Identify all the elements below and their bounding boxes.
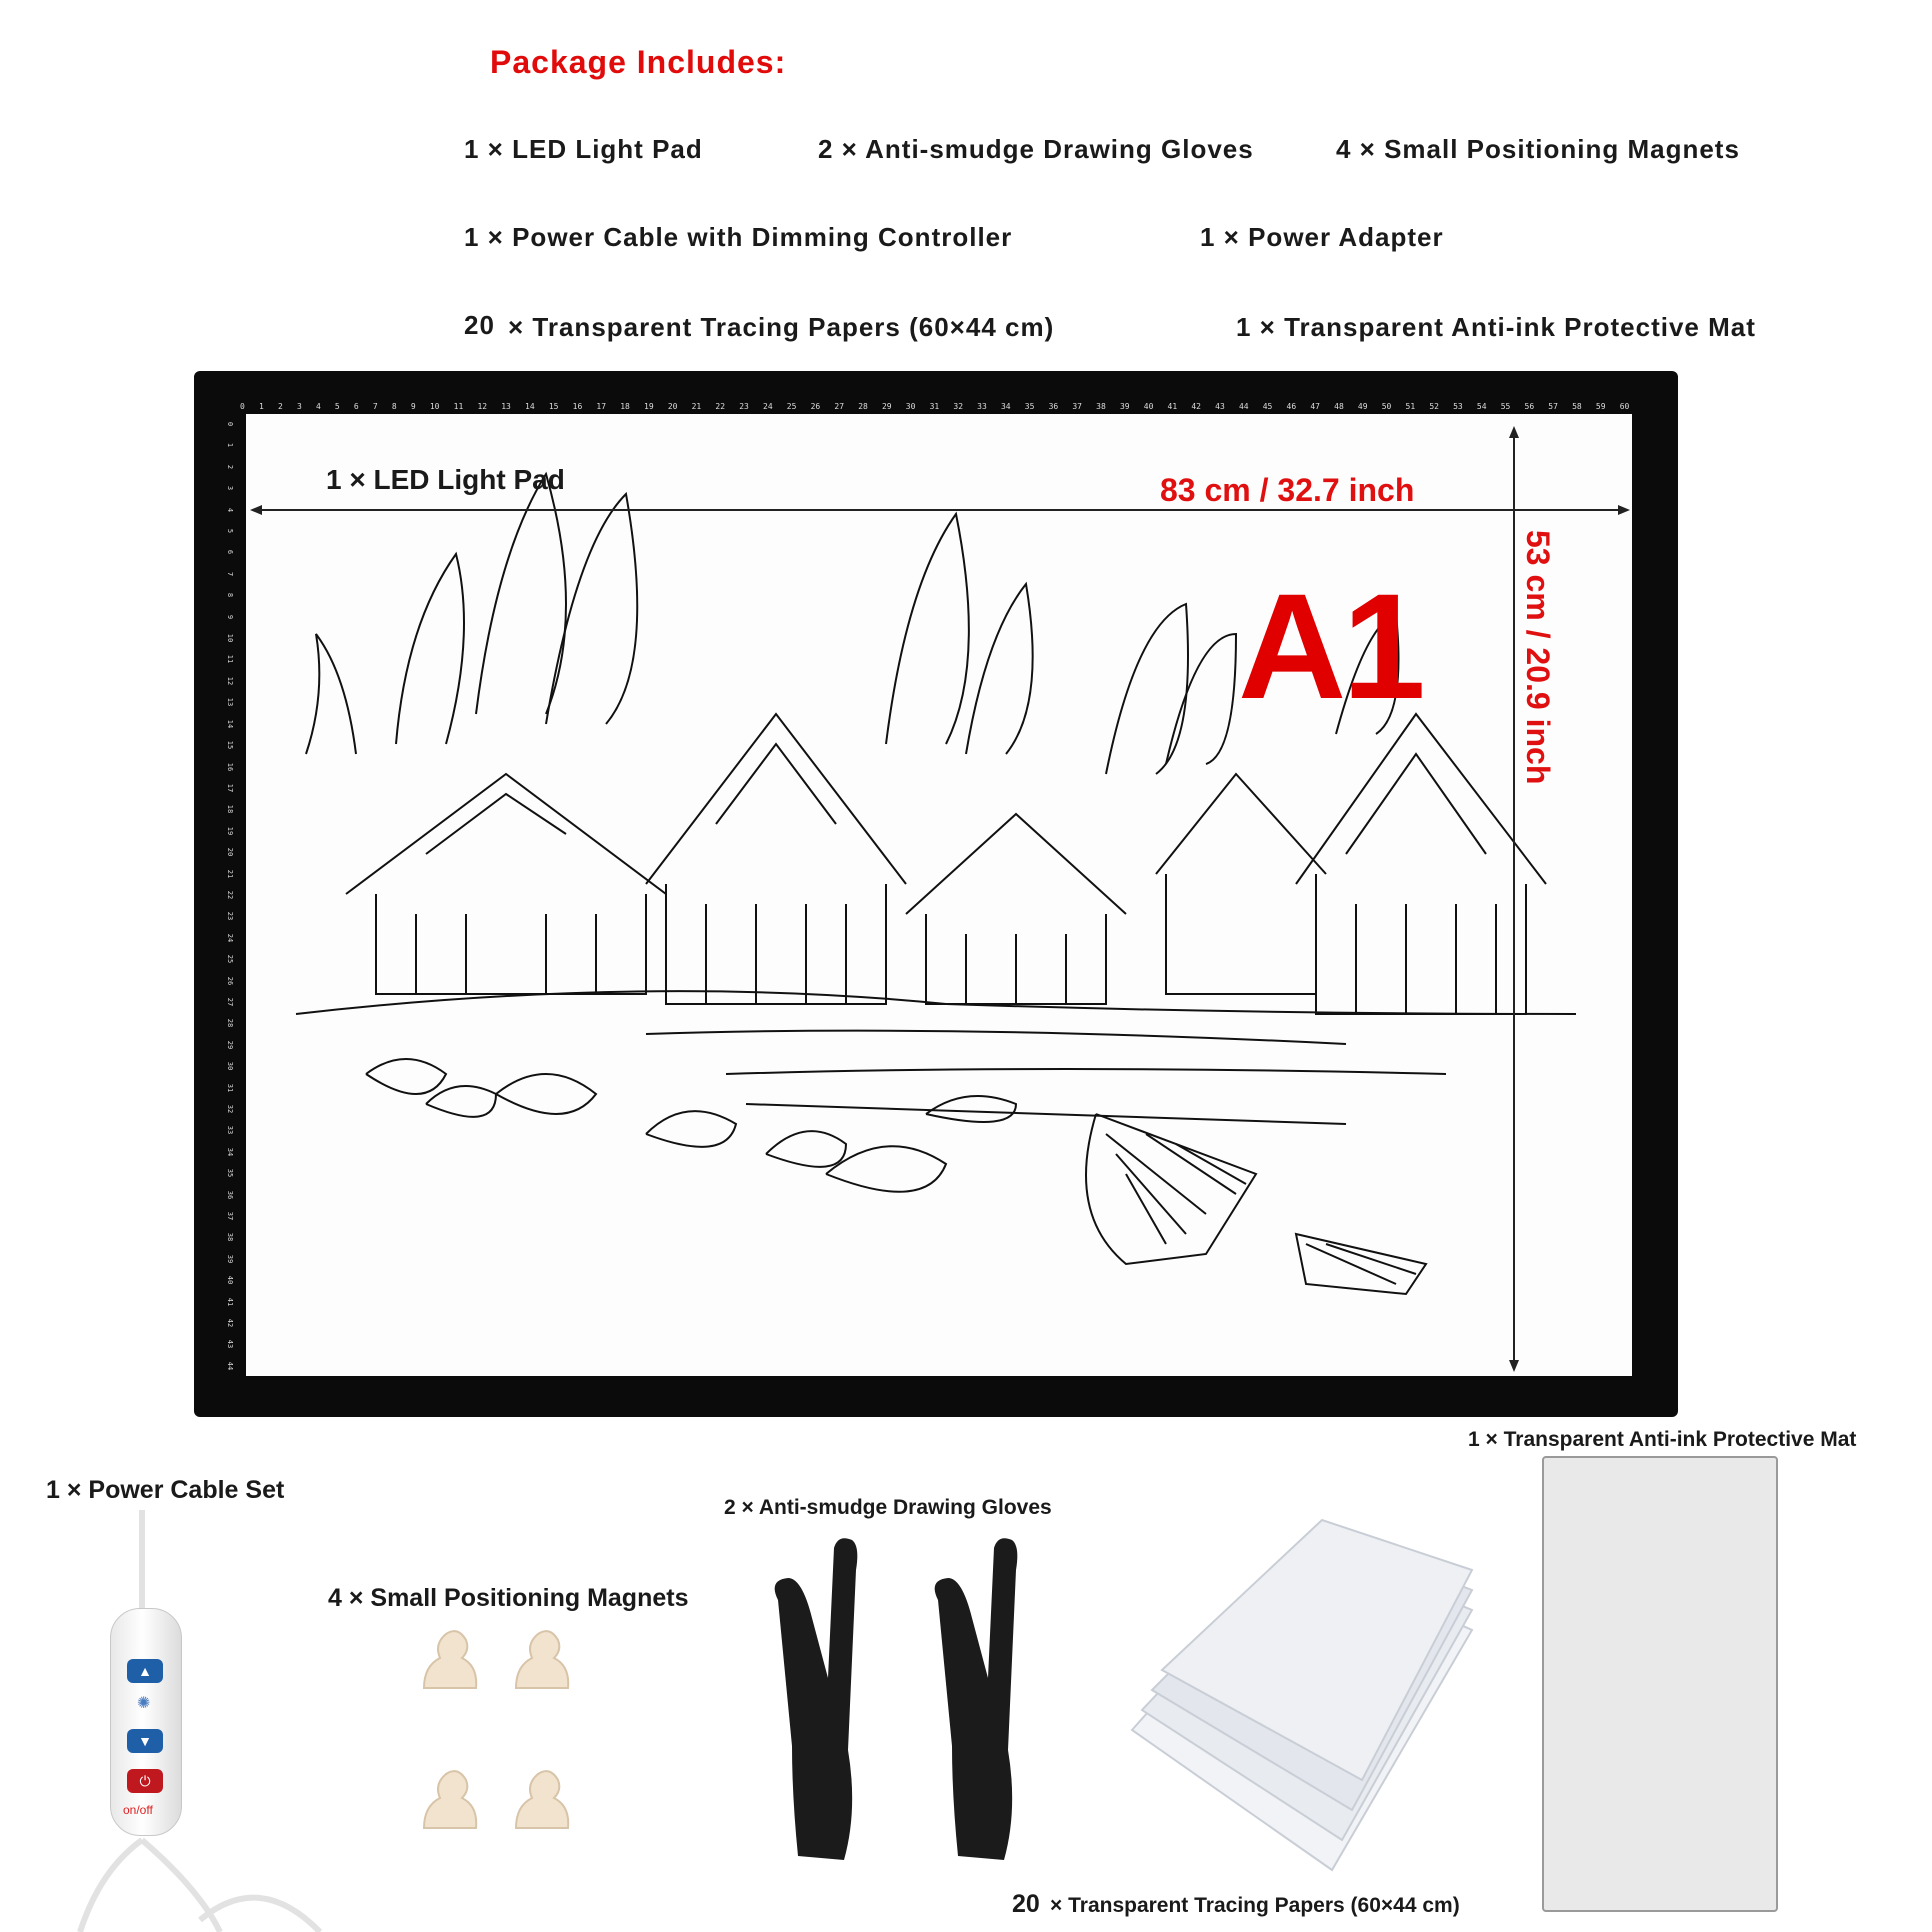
ruler-left-tick: 39	[226, 1254, 234, 1264]
ruler-top-tick: 42	[1191, 402, 1201, 411]
ruler-left-tick: 41	[226, 1297, 234, 1306]
ruler-left-tick: 22	[226, 890, 234, 900]
ruler-top-tick: 47	[1310, 402, 1320, 411]
ruler-top-tick: 13	[501, 402, 511, 411]
ruler-left-tick: 14	[226, 719, 234, 728]
ruler-left-tick: 7	[226, 571, 234, 576]
ruler-left-tick: 30	[226, 1061, 234, 1071]
ruler-top-tick: 29	[881, 402, 892, 411]
ruler-top-tick: 21	[691, 402, 702, 411]
drawing-gloves-icon	[768, 1540, 1078, 1860]
brightness-up-icon: ▲	[127, 1659, 163, 1683]
ruler-left-tick: 43	[226, 1340, 234, 1349]
ruler-top-tick: 60	[1619, 402, 1630, 411]
ruler-left-tick: 34	[226, 1147, 234, 1157]
ruler-top-tick: 32	[953, 402, 964, 411]
ruler-top-tick: 58	[1572, 402, 1582, 411]
ruler-top-tick: 15	[548, 402, 559, 411]
ruler-top-tick: 31	[929, 402, 940, 411]
brightness-down-icon: ▼	[127, 1729, 163, 1753]
ruler-top-tick: 48	[1334, 402, 1344, 411]
ruler-left-tick: 23	[226, 912, 234, 921]
positioning-magnets-icon	[416, 1628, 566, 1858]
include-gloves: 2 × Anti-smudge Drawing Gloves	[818, 134, 1254, 164]
ruler-top-tick: 37	[1072, 402, 1082, 411]
papers-count-caption: 20	[1012, 1890, 1040, 1918]
a1-size-label: A1	[1238, 562, 1422, 730]
ruler-top-tick: 40	[1143, 402, 1154, 411]
ruler-left-tick: 25	[226, 954, 234, 964]
ruler-top-tick: 56	[1524, 402, 1535, 411]
ruler-left-tick: 19	[226, 826, 234, 835]
ruler-top-tick: 20	[667, 402, 678, 411]
package-includes-title: Package Includes:	[490, 44, 787, 80]
width-dimension-line	[250, 500, 1630, 520]
ruler-top	[240, 402, 1630, 414]
gloves-caption: 2 × Anti-smudge Drawing Gloves	[724, 1496, 1052, 1519]
ruler-left-tick: 20	[226, 847, 234, 857]
ruler-top-tick: 3	[296, 402, 302, 411]
ruler-top-tick: 27	[834, 402, 845, 411]
ruler-top-tick: 12	[477, 402, 488, 411]
ruler-top-tick: 28	[858, 402, 868, 411]
ruler-top-tick: 0	[240, 402, 245, 411]
ruler-top-tick: 36	[1048, 402, 1059, 411]
include-papers-count: 20	[464, 310, 495, 340]
on-off-label: on/off	[123, 1803, 153, 1817]
ruler-top-tick: 4	[315, 402, 321, 411]
ruler-left-tick: 15	[226, 740, 234, 750]
width-label: 83 cm / 32.7 inch	[1160, 472, 1415, 508]
ruler-left-tick: 40	[226, 1276, 234, 1285]
ruler-top-tick: 51	[1405, 402, 1416, 411]
ruler-left-tick: 3	[226, 486, 234, 491]
include-protective-mat: 1 × Transparent Anti-ink Protective Mat	[1236, 312, 1756, 342]
ruler-top-tick: 17	[596, 402, 607, 411]
ruler-top-tick: 10	[429, 402, 440, 411]
ruler-left-tick: 36	[226, 1190, 234, 1199]
ruler-top-tick: 5	[334, 402, 340, 411]
ruler-left-tick: 42	[226, 1318, 234, 1328]
dimming-controller	[110, 1608, 182, 1836]
ruler-top-tick: 46	[1286, 402, 1297, 411]
ruler-top-tick: 43	[1215, 402, 1225, 411]
include-magnets: 4 × Small Positioning Magnets	[1336, 134, 1740, 164]
ruler-left-tick: 9	[226, 614, 234, 619]
ruler-left-tick: 21	[226, 869, 234, 878]
ruler-top-tick: 59	[1595, 402, 1606, 411]
ruler-left-tick: 1	[226, 443, 234, 448]
ruler-top-tick: 19	[644, 402, 654, 411]
ruler-left-tick: 33	[226, 1126, 234, 1135]
ruler-left-tick: 16	[226, 762, 234, 771]
ruler-top-tick: 44	[1238, 402, 1249, 411]
ruler-left-tick: 8	[226, 593, 234, 598]
ruler-left-tick: 5	[226, 528, 234, 534]
ruler-left	[222, 420, 238, 1370]
ruler-left-tick: 38	[226, 1233, 234, 1242]
ruler-top-tick: 1	[258, 402, 264, 411]
ruler-top-tick: 50	[1381, 402, 1392, 411]
ruler-left-tick: 18	[226, 805, 234, 814]
ruler-top-tick: 23	[739, 402, 749, 411]
mat-caption: 1 × Transparent Anti-ink Protective Mat	[1468, 1428, 1857, 1451]
ruler-top-tick: 39	[1119, 402, 1130, 411]
ruler-top-tick: 18	[620, 402, 630, 411]
ruler-top-tick: 30	[905, 402, 916, 411]
ruler-top-tick: 11	[453, 402, 464, 411]
ruler-top-tick: 34	[1000, 402, 1011, 411]
ruler-left-tick: 28	[226, 1019, 234, 1028]
ruler-top-tick: 22	[715, 402, 726, 411]
ruler-top-tick: 53	[1453, 402, 1463, 411]
ruler-left-tick: 29	[226, 1040, 234, 1049]
ruler-left-tick: 12	[226, 676, 234, 686]
ruler-top-tick: 38	[1096, 402, 1106, 411]
ruler-top-tick: 24	[763, 402, 773, 411]
ruler-top-tick: 9	[410, 402, 416, 411]
ruler-top-tick: 54	[1476, 402, 1487, 411]
bulb-icon: ✺	[137, 1695, 151, 1712]
papers-caption: × Transparent Tracing Papers (60×44 cm)	[1050, 1894, 1460, 1917]
ruler-left-tick: 17	[226, 783, 234, 793]
magnets-caption: 4 × Small Positioning Magnets	[328, 1584, 689, 1612]
ruler-left-tick: 4	[226, 507, 234, 512]
power-cable-icon	[60, 1510, 340, 1932]
include-power-cable: 1 × Power Cable with Dimming Controller	[464, 222, 1013, 252]
height-label: 53 cm / 20.9 inch	[1520, 530, 1556, 785]
ruler-left-tick: 32	[226, 1104, 234, 1114]
power-icon: ⏻	[127, 1769, 163, 1793]
house-sketch-illustration	[246, 414, 1632, 1376]
ruler-top-tick: 52	[1429, 402, 1439, 411]
ruler-left-tick: 26	[226, 976, 234, 985]
ruler-left-tick: 0	[226, 421, 234, 427]
ruler-top-tick: 25	[786, 402, 797, 411]
ruler-top-tick: 26	[810, 402, 821, 411]
ruler-top-tick: 7	[372, 402, 378, 411]
ruler-left-tick: 37	[226, 1211, 234, 1221]
ruler-left-tick: 31	[226, 1083, 234, 1092]
ruler-left-tick: 13	[226, 698, 234, 707]
ruler-left-tick: 27	[226, 997, 234, 1007]
ruler-left-tick: 44	[226, 1361, 234, 1371]
ruler-top-tick: 16	[572, 402, 583, 411]
protective-mat	[1542, 1456, 1778, 1912]
ruler-top-tick: 45	[1262, 402, 1273, 411]
ruler-left-tick: 11	[226, 655, 234, 664]
ruler-top-tick: 57	[1548, 402, 1558, 411]
tracing-papers-icon	[1112, 1510, 1492, 1890]
ruler-top-tick: 14	[525, 402, 535, 411]
ruler-left-tick: 10	[226, 633, 234, 643]
pad-caption: 1 × LED Light Pad	[326, 464, 565, 495]
ruler-top-tick: 49	[1357, 402, 1368, 411]
ruler-left-tick: 24	[226, 933, 234, 942]
ruler-top-tick: 41	[1167, 402, 1178, 411]
ruler-left-tick: 2	[226, 464, 234, 469]
ruler-left-tick: 35	[226, 1169, 234, 1178]
ruler-top-tick: 33	[977, 402, 987, 411]
ruler-top-tick: 35	[1024, 402, 1035, 411]
include-tracing-papers: × Transparent Tracing Papers (60×44 cm)	[508, 312, 1055, 342]
include-power-adapter: 1 × Power Adapter	[1200, 222, 1444, 252]
ruler-top-tick: 2	[277, 402, 283, 411]
power-cable-caption: 1 × Power Cable Set	[46, 1476, 285, 1504]
ruler-top-tick: 8	[391, 402, 397, 411]
ruler-top-tick: 55	[1500, 402, 1511, 411]
include-led-pad: 1 × LED Light Pad	[464, 134, 703, 164]
ruler-top-tick: 6	[353, 402, 359, 411]
ruler-left-tick: 6	[226, 550, 234, 555]
height-label-wrapper	[1512, 530, 1572, 790]
